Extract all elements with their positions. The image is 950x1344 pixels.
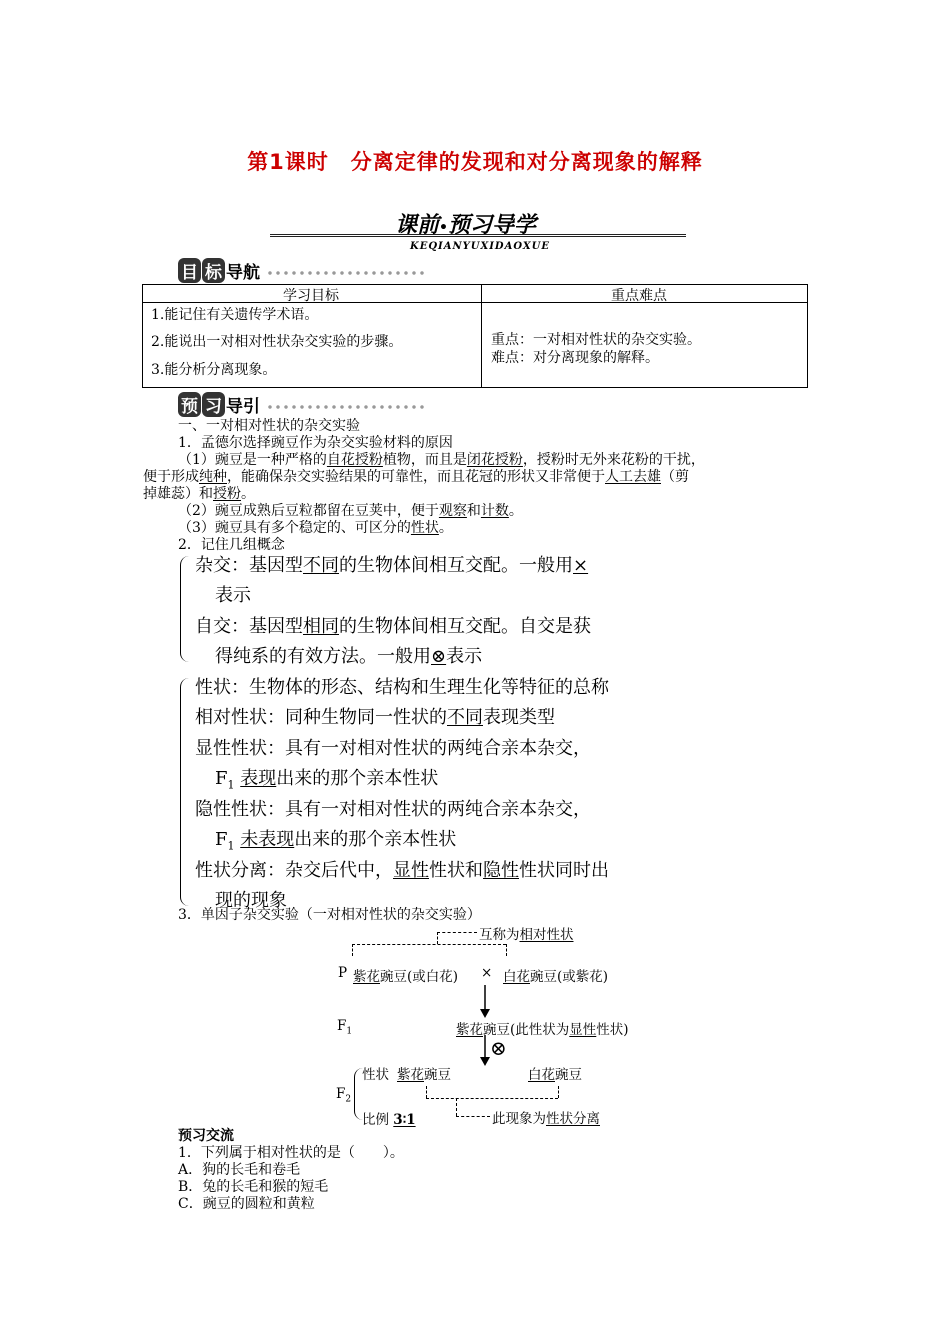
answer-blank: 3∶1 <box>393 1112 416 1128</box>
answer-blank: 相同 <box>303 616 339 637</box>
option-b: B．兔的长毛和猴的短毛 <box>178 1179 329 1195</box>
text: 表示 <box>446 646 483 667</box>
part1-heading: 一、一对相对性状的杂交实验 <box>178 418 360 434</box>
dashed-line <box>426 1086 427 1098</box>
text: 和 <box>466 503 481 519</box>
cross-symbol: × <box>573 555 589 576</box>
answer-blank: 不同 <box>303 555 339 576</box>
dashed-line <box>558 1086 559 1098</box>
goal-item: 3.能分析分离现象。 <box>151 362 277 378</box>
self-cross-icon: ⊗ <box>490 1036 507 1060</box>
answer-blank: 紫花 <box>397 1067 424 1083</box>
text: F <box>215 829 228 850</box>
answer-blank: 自花授粉 <box>326 452 383 468</box>
answer-blank: 隐性 <box>483 860 519 881</box>
dashed-line <box>426 1098 558 1099</box>
answer-blank: 紫花 <box>456 1022 483 1038</box>
table-header-goals: 学习目标 <box>283 288 339 304</box>
answer-blank: 性状分离 <box>546 1111 600 1127</box>
goals-box-1: 目 <box>178 258 201 283</box>
concept-relative-trait <box>195 703 555 729</box>
answer-blank: 紫花 <box>353 969 380 985</box>
option-c: C．豌豆的圆粒和黄粒 <box>178 1196 315 1212</box>
text: 豌豆(或白花) <box>380 969 459 985</box>
answer-blank: 闭花授粉 <box>466 452 523 468</box>
answer-blank: 白花 <box>528 1067 555 1083</box>
segregation-label <box>492 1107 600 1127</box>
text: 性状) <box>596 1022 629 1038</box>
paragraph-1-end <box>143 486 255 503</box>
text: 性状分离：杂交后代中， <box>195 860 393 881</box>
text: 性状同时出 <box>519 860 609 881</box>
text: 得纯系的有效方法。一般用 <box>215 646 431 667</box>
text: F <box>337 1018 347 1034</box>
left-brace <box>180 678 189 906</box>
text: 豌豆 <box>555 1067 582 1083</box>
dashed-line <box>352 944 506 945</box>
text: 出来的那个亲本性状 <box>276 768 439 789</box>
text: 豌豆 <box>424 1067 451 1083</box>
goals-box-2: 标 <box>202 258 225 283</box>
text: 的生物体间相互交配。一般用 <box>339 555 573 576</box>
f2-left-offspring <box>397 1063 451 1083</box>
p-left-parent <box>353 965 458 985</box>
item3-heading: 3．单因子杂交实验（一对相对性状的杂交实验） <box>178 907 481 923</box>
concept-recessive: 隐性性状：具有一对相对性状的两纯合亲本杂交， <box>195 799 591 820</box>
text: ，授粉时无外来花粉的干扰， <box>522 452 705 468</box>
banner-main-text: 课前 <box>395 213 440 238</box>
f2-right-offspring <box>528 1063 582 1083</box>
paragraph-3 <box>178 520 453 537</box>
text: 杂交：基因型 <box>195 555 303 576</box>
question-1: 1．下列属于相对性状的是（ ）。 <box>178 1145 404 1161</box>
paragraph-2 <box>178 503 523 520</box>
concept-recessive-cont <box>215 825 456 853</box>
goals-header-rest: 导航 <box>226 263 260 283</box>
text: 比例 <box>362 1112 389 1128</box>
f1-generation-label <box>337 1018 352 1037</box>
text: 表现类型 <box>483 707 555 728</box>
text: 便于形成 <box>143 469 199 485</box>
banner-divider <box>270 234 686 237</box>
text: 互称为 <box>479 927 520 943</box>
dashed-line <box>437 932 438 944</box>
self-cross-symbol: ⊗ <box>431 646 447 667</box>
goal-item: 1.能记住有关遗传学术语。 <box>151 307 319 323</box>
p-right-parent <box>503 965 608 985</box>
text: 的生物体间相互交配。自交是获 <box>339 616 591 637</box>
answer-blank: 授粉 <box>213 486 241 502</box>
text: 。 <box>508 503 523 519</box>
dotted-decoration <box>266 271 426 275</box>
text: 。 <box>438 520 453 536</box>
guide-section-header <box>178 392 426 417</box>
answer-blank: 未表现 <box>240 829 295 850</box>
concept-segregation-cont: 现的现象 <box>215 890 287 911</box>
text: 出来的那个亲本性状 <box>294 829 457 850</box>
text: （3）豌豆具有多个稳定的、可区分的 <box>178 520 411 536</box>
left-brace <box>180 556 189 662</box>
table-header-keypoints: 重点难点 <box>611 288 667 304</box>
text: 豌豆(此性状为 <box>483 1022 570 1038</box>
concept-self-cont <box>215 642 482 668</box>
answer-blank: 计数 <box>480 503 509 519</box>
subscript: 2 <box>345 1094 352 1105</box>
text: F <box>215 768 228 789</box>
answer-blank: 显性 <box>569 1022 597 1038</box>
table-divider <box>481 285 482 387</box>
guide-box-1: 预 <box>178 392 201 417</box>
page-title: 第1课时 分离定律的发现和对分离现象的解释 <box>247 150 703 174</box>
subscript: 1 <box>346 1026 353 1037</box>
cross-sign: × <box>481 965 493 981</box>
answer-blank: 白花 <box>503 969 530 985</box>
answer-blank: 人工去雄 <box>605 469 661 485</box>
arrow-down-icon <box>477 985 493 1019</box>
dashed-line <box>456 1098 457 1116</box>
answer-blank: 显性 <box>393 860 429 881</box>
objectives-table <box>142 284 808 388</box>
paragraph-1-cont <box>143 469 689 486</box>
exchange-heading: 预习交流 <box>178 1128 234 1144</box>
text: （2）豌豆成熟后豆粒都留在豆荚中，便于 <box>178 503 439 519</box>
f2-generation-label <box>336 1086 351 1105</box>
dashed-line <box>352 944 353 956</box>
text: 豌豆(或紫花) <box>530 969 609 985</box>
subscript: 1 <box>227 778 235 792</box>
table-header-line <box>143 302 807 303</box>
answer-blank: 性状 <box>410 520 439 536</box>
text: 自交：基因型 <box>195 616 303 637</box>
option-a: A．狗的长毛和卷毛 <box>178 1162 301 1178</box>
goals-section-header <box>178 258 426 283</box>
dotted-decoration <box>266 405 426 409</box>
text: 。 <box>241 486 255 502</box>
concept-dominant-cont <box>215 764 438 792</box>
text: 相对性状：同种生物同一性状的 <box>195 707 447 728</box>
subscript: 1 <box>227 839 235 853</box>
banner-sub-text: 预习导学 <box>447 213 536 238</box>
dashed-line <box>506 944 507 956</box>
answer-blank: 相对性状 <box>519 927 574 943</box>
concept-trait: 性状：生物体的形态、结构和生理生化等特征的总称 <box>195 677 609 698</box>
text: （剪 <box>661 469 689 485</box>
answer-blank: 纯种 <box>199 469 227 485</box>
text: F <box>336 1086 346 1102</box>
answer-blank: 观察 <box>438 503 467 519</box>
answer-blank: 不同 <box>447 707 483 728</box>
answer-blank: 表现 <box>240 768 277 789</box>
text: 植物，而且是 <box>382 452 467 468</box>
concept-hybrid-cont: 表示 <box>215 585 251 606</box>
paragraph-1 <box>178 452 705 469</box>
banner-pinyin: KEQIANYUXIDAOXUE <box>410 241 550 252</box>
concept-dominant: 显性性状：具有一对相对性状的两纯合亲本杂交， <box>195 738 591 759</box>
guide-box-2: 习 <box>202 392 225 417</box>
goal-item: 2.能说出一对相对性状杂交实验的步骤。 <box>151 334 403 350</box>
part1-item2: 2．记住几组概念 <box>178 537 285 553</box>
text: ，能确保杂交实验结果的可靠性，而且花冠的形状又非常便于 <box>227 469 605 485</box>
keypoint-item: 重点：一对相对性状的杂交实验。 <box>491 332 701 348</box>
text: 性状和 <box>429 860 483 881</box>
dashed-line <box>437 932 477 933</box>
text: 掉雄蕊）和 <box>143 486 213 502</box>
concept-segregation <box>195 856 609 882</box>
p-generation-label: P <box>338 965 348 981</box>
text: （1）豌豆是一种严格的 <box>178 452 327 468</box>
f2-trait-label: 性状 <box>362 1067 389 1083</box>
banner-dot: • <box>439 220 448 236</box>
part1-item1: 1．孟德尔选择豌豆作为杂交实验材料的原因 <box>178 435 453 451</box>
f2-ratio <box>362 1108 416 1128</box>
concept-hybrid <box>195 551 588 577</box>
keypoint-item: 难点：对分离现象的解释。 <box>491 350 659 366</box>
text: 此现象为 <box>492 1111 546 1127</box>
guide-header-rest: 导引 <box>226 397 260 417</box>
concept-self <box>195 612 591 638</box>
dashed-line <box>456 1116 490 1117</box>
relative-trait-label <box>479 923 574 943</box>
